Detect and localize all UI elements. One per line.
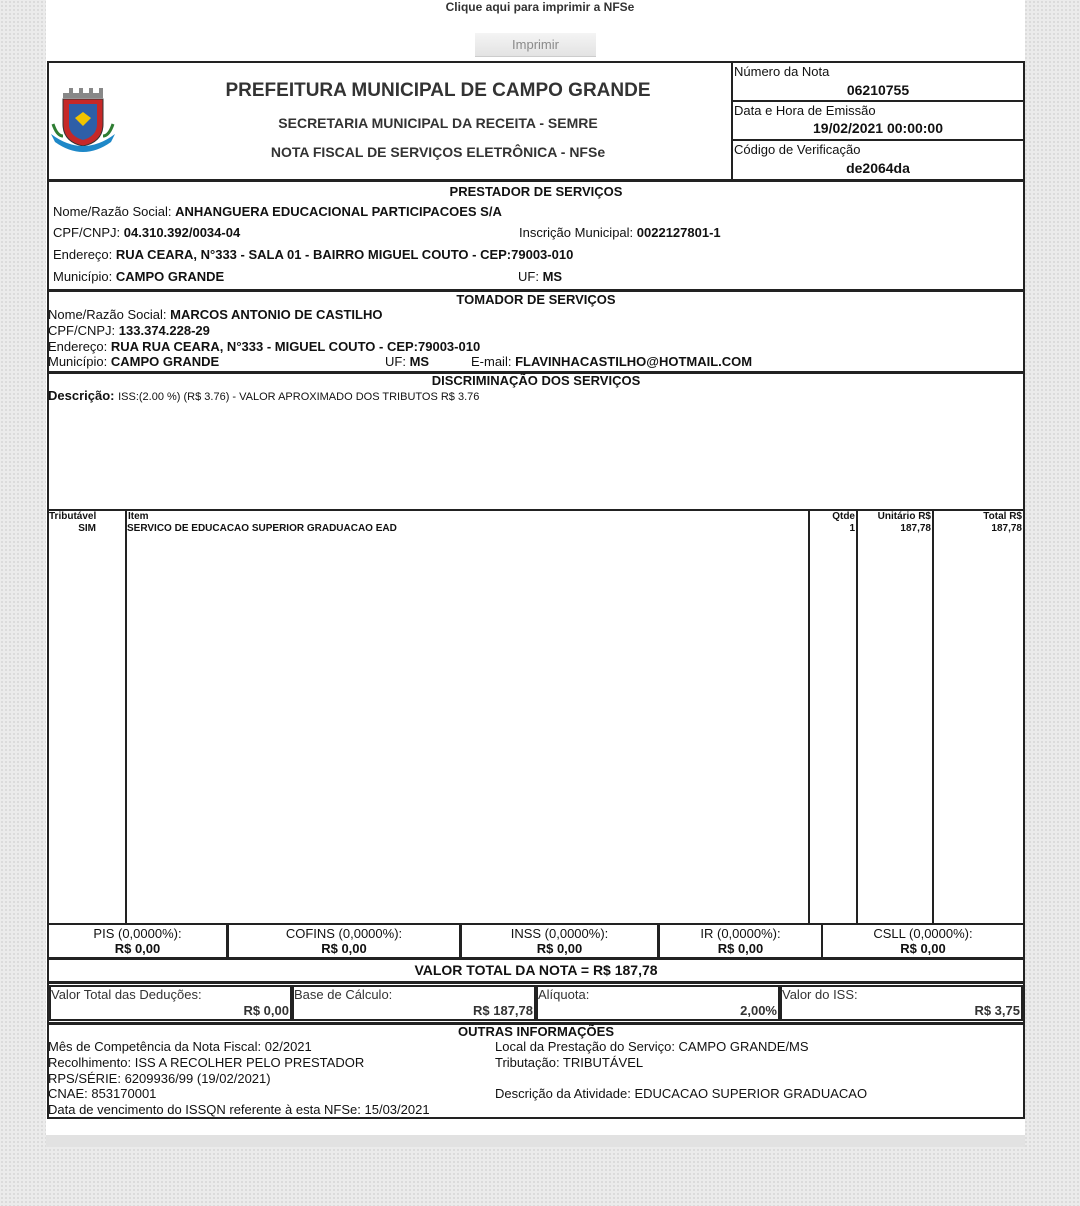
prestador-uf-label: UF: xyxy=(518,269,539,284)
tomador-endereco-value: RUA RUA CEARA, N°333 - MIGUEL COUTO - CEP:79003-010 xyxy=(110,339,481,354)
verificacao-value: de2064da xyxy=(846,160,910,176)
aliquota-value: 2,00% xyxy=(740,1003,777,1018)
page-title: PREFEITURA MUNICIPAL DE CAMPO GRANDE xyxy=(225,80,651,101)
tributacao-info: Tributação: TRIBUTÁVEL xyxy=(495,1055,644,1070)
valor-total: VALOR TOTAL DA NOTA = R$ 187,78 xyxy=(414,962,658,978)
verificacao-label: Código de Verificação xyxy=(734,142,861,157)
descricao-label: Descrição: xyxy=(48,388,115,403)
csll-label: CSLL (0,0000%): xyxy=(873,926,973,941)
discriminacao-title: DISCRIMINAÇÃO DOS SERVIÇOS xyxy=(431,373,641,388)
tomador-email-value: FLAVINHACASTILHO@HOTMAIL.COM xyxy=(515,354,753,369)
prestador-nome-value: ANHANGUERA EDUCACIONAL PARTICIPACOES S/A xyxy=(175,204,502,219)
item-row-item: SERVICO DE EDUCACAO SUPERIOR GRADUACAO EAD xyxy=(127,523,397,534)
ir-label: IR (0,0000%): xyxy=(700,926,781,941)
base-calculo-label: Base de Cálculo: xyxy=(294,987,393,1002)
tomador-uf xyxy=(385,354,429,369)
valor-iss-label: Valor do ISS: xyxy=(782,987,858,1002)
items-header-unitario: Unitário R$ xyxy=(877,511,931,522)
items-col-divider xyxy=(932,510,934,924)
items-header-qtde: Qtde xyxy=(832,511,855,522)
prestador-nome xyxy=(53,204,502,219)
csll-value: R$ 0,00 xyxy=(900,941,946,956)
tomador-endereco xyxy=(48,339,480,354)
tomador-email xyxy=(471,354,752,369)
deducoes-label: Valor Total das Deduções: xyxy=(51,987,202,1002)
items-header-total: Total R$ xyxy=(983,511,1022,522)
items-col-divider xyxy=(125,510,127,924)
atividade-info: Descrição da Atividade: EDUCACAO SUPERIOR GRADUACAO xyxy=(495,1086,868,1101)
prestador-nome-label: Nome/Razão Social: xyxy=(53,204,172,219)
print-button[interactable]: Imprimir xyxy=(475,33,596,57)
prestador-municipio-label: Município: xyxy=(53,269,113,284)
prestador-im-value: 0022127801-1 xyxy=(636,225,721,240)
tomador-municipio xyxy=(48,354,219,369)
tomador-nome-label: Nome/Razão Social: xyxy=(48,307,167,322)
prestador-municipio xyxy=(53,269,224,284)
ir-value: R$ 0,00 xyxy=(717,941,764,956)
prestador-cnpj xyxy=(53,225,240,240)
cofins-value: R$ 0,00 xyxy=(321,941,367,956)
secretaria-label: SECRETARIA MUNICIPAL DA RECEITA - SEMRE xyxy=(278,115,598,131)
descricao-value: ISS:(2.00 %) (R$ 3.76) - VALOR APROXIMADO DOS TRIBUTOS R$ 3.76 xyxy=(118,391,480,403)
tomador-nome xyxy=(48,307,382,322)
header-row-divider-2 xyxy=(731,139,1025,141)
cnae-info: CNAE: 853170001 xyxy=(48,1086,157,1101)
emissao-label: Data e Hora de Emissão xyxy=(734,103,876,118)
tomador-nome-value: MARCOS ANTONIO DE CASTILHO xyxy=(170,307,383,322)
inss-value: R$ 0,00 xyxy=(536,941,583,956)
prestador-cnpj-label: CPF/CNPJ: xyxy=(53,225,121,240)
tomador-cpf-label: CPF/CNPJ: xyxy=(48,323,116,338)
prestador-im-label: Inscrição Municipal: xyxy=(519,225,634,240)
tomador-email-label: E-mail: xyxy=(471,354,512,369)
pis-value: R$ 0,00 xyxy=(114,941,161,956)
prestador-endereco xyxy=(53,247,573,262)
tomador-title: TOMADOR DE SERVIÇOS xyxy=(456,292,616,307)
city-coat-of-arms-logo xyxy=(49,86,117,154)
item-row-unitario: 187,78 xyxy=(900,523,931,534)
aliquota-label: Alíquota: xyxy=(538,987,590,1002)
competencia-info: Mês de Competência da Nota Fiscal: 02/2021 xyxy=(48,1039,312,1054)
tomador-cpf xyxy=(48,323,210,338)
prestador-title: PRESTADOR DE SERVIÇOS xyxy=(449,184,623,199)
item-row-tributavel: SIM xyxy=(78,523,96,534)
tomador-uf-value: MS xyxy=(409,354,430,369)
base-calculo-value: R$ 187,78 xyxy=(473,1003,533,1018)
prestador-endereco-label: Endereço: xyxy=(53,247,113,262)
tomador-municipio-label: Município: xyxy=(48,354,108,369)
tomador-uf-label: UF: xyxy=(385,354,406,369)
tomador-cpf-value: 133.374.228-29 xyxy=(118,323,210,338)
deducoes-value: R$ 0,00 xyxy=(243,1003,289,1018)
items-header-tributavel: Tributável xyxy=(49,511,97,522)
items-table xyxy=(47,510,1025,925)
prestador-uf-value: MS xyxy=(542,269,563,284)
header-row-divider-1 xyxy=(731,100,1025,102)
numero-nota-value: 06210755 xyxy=(846,82,910,98)
pis-label: PIS (0,0000%): xyxy=(93,926,182,941)
cofins-label: COFINS (0,0000%): xyxy=(285,926,403,941)
rps-info: RPS/SÉRIE: 6209936/99 (19/02/2021) xyxy=(48,1071,271,1086)
vencimento-info: Data de vencimento do ISSQN referente à esta NFSe: 15/03/2021 xyxy=(48,1102,430,1117)
recolhimento-info: Recolhimento: ISS A RECOLHER PELO PRESTADOR xyxy=(48,1055,365,1070)
items-col-divider xyxy=(856,510,858,924)
inss-label: INSS (0,0000%): xyxy=(510,926,609,941)
prestador-cnpj-value: 04.310.392/0034-04 xyxy=(123,225,241,240)
emissao-value: 19/02/2021 00:00:00 xyxy=(813,120,943,136)
tomador-municipio-value: CAMPO GRANDE xyxy=(110,354,220,369)
items-col-divider xyxy=(808,510,810,924)
outras-info-title: OUTRAS INFORMAÇÕES xyxy=(458,1024,614,1039)
tomador-endereco-label: Endereço: xyxy=(48,339,108,354)
discriminacao-descricao xyxy=(48,388,479,403)
local-prestacao-info: Local da Prestação do Serviço: CAMPO GRANDE/MS xyxy=(495,1039,809,1054)
valor-iss-value: R$ 3,75 xyxy=(974,1003,1020,1018)
prestador-im xyxy=(519,225,721,240)
items-header-item: Item xyxy=(128,511,149,522)
prestador-municipio-value: CAMPO GRANDE xyxy=(115,269,225,284)
print-hint[interactable]: Clique aqui para imprimir a NFSe xyxy=(445,0,635,14)
prestador-uf xyxy=(518,269,562,284)
numero-nota-label: Número da Nota xyxy=(734,64,830,79)
item-row-qtde: 1 xyxy=(849,523,855,534)
prestador-endereco-value: RUA CEARA, N°333 - SALA 01 - BAIRRO MIGUEL COUTO - CEP:79003-010 xyxy=(115,247,574,262)
page-bottom-bar xyxy=(46,1135,1025,1147)
item-row-total: 187,78 xyxy=(991,523,1022,534)
doc-type-label: NOTA FISCAL DE SERVIÇOS ELETRÔNICA - NFSe xyxy=(270,144,606,160)
